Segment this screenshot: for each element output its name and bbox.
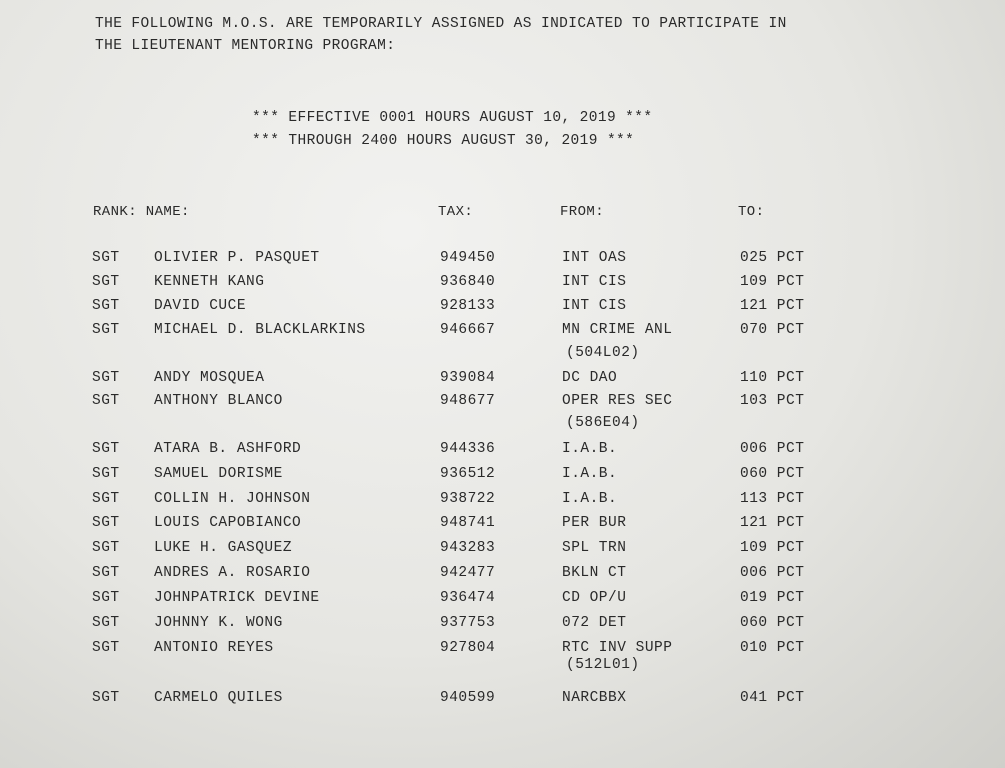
rank-cell: SGT bbox=[92, 690, 120, 706]
tax-cell: 949450 bbox=[440, 250, 496, 266]
to-cell: 110 PCT bbox=[740, 370, 805, 386]
rank-cell: SGT bbox=[92, 590, 120, 606]
table-row bbox=[0, 322, 1005, 346]
name-cell: JOHNPATRICK DEVINE bbox=[154, 590, 320, 606]
rank-cell: SGT bbox=[92, 540, 120, 556]
rank-cell: SGT bbox=[92, 250, 120, 266]
table-row bbox=[0, 690, 1005, 714]
intro-line-1: THE FOLLOWING M.O.S. ARE TEMPORARILY ASSIGNED AS INDICATED TO PARTICIPATE IN bbox=[95, 16, 787, 32]
name-cell: OLIVIER P. PASQUET bbox=[154, 250, 320, 266]
from-cell: I.A.B. bbox=[562, 466, 618, 482]
table-row bbox=[0, 515, 1005, 539]
effective-end: *** THROUGH 2400 HOURS AUGUST 30, 2019 *** bbox=[252, 133, 635, 149]
tax-cell: 936840 bbox=[440, 274, 496, 290]
table-row bbox=[0, 441, 1005, 465]
from-cell: INT OAS bbox=[562, 250, 627, 266]
effective-start: *** EFFECTIVE 0001 HOURS AUGUST 10, 2019 *** bbox=[252, 110, 653, 126]
from-cell: DC DAO bbox=[562, 370, 618, 386]
header-tax: TAX: bbox=[438, 204, 474, 220]
table-row bbox=[0, 370, 1005, 394]
rank-cell: SGT bbox=[92, 393, 120, 409]
name-cell: SAMUEL DORISME bbox=[154, 466, 283, 482]
tax-cell: 946667 bbox=[440, 322, 496, 338]
name-cell: ANTONIO REYES bbox=[154, 640, 274, 656]
to-cell: 019 PCT bbox=[740, 590, 805, 606]
rank-cell: SGT bbox=[92, 640, 120, 656]
tax-cell: 939084 bbox=[440, 370, 496, 386]
tax-cell: 948741 bbox=[440, 515, 496, 531]
from-cell: PER BUR bbox=[562, 515, 627, 531]
table-row bbox=[0, 615, 1005, 639]
from-cell: I.A.B. bbox=[562, 441, 618, 457]
rank-cell: SGT bbox=[92, 515, 120, 531]
name-cell: ANDRES A. ROSARIO bbox=[154, 565, 311, 581]
from-cell: RTC INV SUPP bbox=[562, 640, 673, 656]
tax-cell: 944336 bbox=[440, 441, 496, 457]
rank-cell: SGT bbox=[92, 565, 120, 581]
to-cell: 113 PCT bbox=[740, 491, 805, 507]
from-cell: NARCBBX bbox=[562, 690, 627, 706]
to-cell: 025 PCT bbox=[740, 250, 805, 266]
rank-cell: SGT bbox=[92, 274, 120, 290]
name-cell: ANTHONY BLANCO bbox=[154, 393, 283, 409]
to-cell: 121 PCT bbox=[740, 298, 805, 314]
rank-cell: SGT bbox=[92, 298, 120, 314]
table-row bbox=[0, 274, 1005, 298]
from-unit-code: (512L01) bbox=[566, 657, 640, 673]
name-cell: LOUIS CAPOBIANCO bbox=[154, 515, 302, 531]
from-cell: OPER RES SEC bbox=[562, 393, 673, 409]
table-row bbox=[0, 298, 1005, 322]
tax-cell: 942477 bbox=[440, 565, 496, 581]
to-cell: 010 PCT bbox=[740, 640, 805, 656]
tax-cell: 927804 bbox=[440, 640, 496, 656]
name-cell: COLLIN H. JOHNSON bbox=[154, 491, 311, 507]
rank-cell: SGT bbox=[92, 615, 120, 631]
from-unit-code: (504L02) bbox=[566, 345, 640, 361]
to-cell: 121 PCT bbox=[740, 515, 805, 531]
tax-cell: 936512 bbox=[440, 466, 496, 482]
from-cell: SPL TRN bbox=[562, 540, 627, 556]
header-rank-name: RANK: NAME: bbox=[93, 204, 190, 220]
from-unit-code: (586E04) bbox=[566, 415, 640, 431]
from-cell: BKLN CT bbox=[562, 565, 627, 581]
rank-cell: SGT bbox=[92, 441, 120, 457]
table-row bbox=[0, 491, 1005, 515]
tax-cell: 938722 bbox=[440, 491, 496, 507]
table-row bbox=[0, 393, 1005, 417]
table-row bbox=[0, 540, 1005, 564]
from-cell: I.A.B. bbox=[562, 491, 618, 507]
tax-cell: 928133 bbox=[440, 298, 496, 314]
intro-paragraph bbox=[95, 13, 787, 57]
header-to: TO: bbox=[738, 204, 765, 220]
name-cell: JOHNNY K. WONG bbox=[154, 615, 283, 631]
tax-cell: 948677 bbox=[440, 393, 496, 409]
name-cell: ANDY MOSQUEA bbox=[154, 370, 265, 386]
tax-cell: 936474 bbox=[440, 590, 496, 606]
name-cell: LUKE H. GASQUEZ bbox=[154, 540, 293, 556]
name-cell: ATARA B. ASHFORD bbox=[154, 441, 302, 457]
table-row bbox=[0, 565, 1005, 589]
from-cell: 072 DET bbox=[562, 615, 627, 631]
name-cell: DAVID CUCE bbox=[154, 298, 247, 314]
from-cell: MN CRIME ANL bbox=[562, 322, 673, 338]
to-cell: 109 PCT bbox=[740, 540, 805, 556]
to-cell: 060 PCT bbox=[740, 466, 805, 482]
to-cell: 006 PCT bbox=[740, 441, 805, 457]
header-from: FROM: bbox=[560, 204, 605, 220]
name-cell: CARMELO QUILES bbox=[154, 690, 283, 706]
from-cell: INT CIS bbox=[562, 298, 627, 314]
from-cell: INT CIS bbox=[562, 274, 627, 290]
rank-cell: SGT bbox=[92, 466, 120, 482]
tax-cell: 940599 bbox=[440, 690, 496, 706]
intro-line-2: THE LIEUTENANT MENTORING PROGRAM: bbox=[95, 38, 396, 54]
name-cell: KENNETH KANG bbox=[154, 274, 265, 290]
table-row bbox=[0, 590, 1005, 614]
rank-cell: SGT bbox=[92, 491, 120, 507]
to-cell: 103 PCT bbox=[740, 393, 805, 409]
to-cell: 041 PCT bbox=[740, 690, 805, 706]
table-row bbox=[0, 640, 1005, 664]
to-cell: 070 PCT bbox=[740, 322, 805, 338]
table-row bbox=[0, 466, 1005, 490]
to-cell: 109 PCT bbox=[740, 274, 805, 290]
to-cell: 060 PCT bbox=[740, 615, 805, 631]
rank-cell: SGT bbox=[92, 322, 120, 338]
tax-cell: 937753 bbox=[440, 615, 496, 631]
to-cell: 006 PCT bbox=[740, 565, 805, 581]
tax-cell: 943283 bbox=[440, 540, 496, 556]
table-row bbox=[0, 250, 1005, 274]
from-cell: CD OP/U bbox=[562, 590, 627, 606]
name-cell: MICHAEL D. BLACKLARKINS bbox=[154, 322, 366, 338]
rank-cell: SGT bbox=[92, 370, 120, 386]
